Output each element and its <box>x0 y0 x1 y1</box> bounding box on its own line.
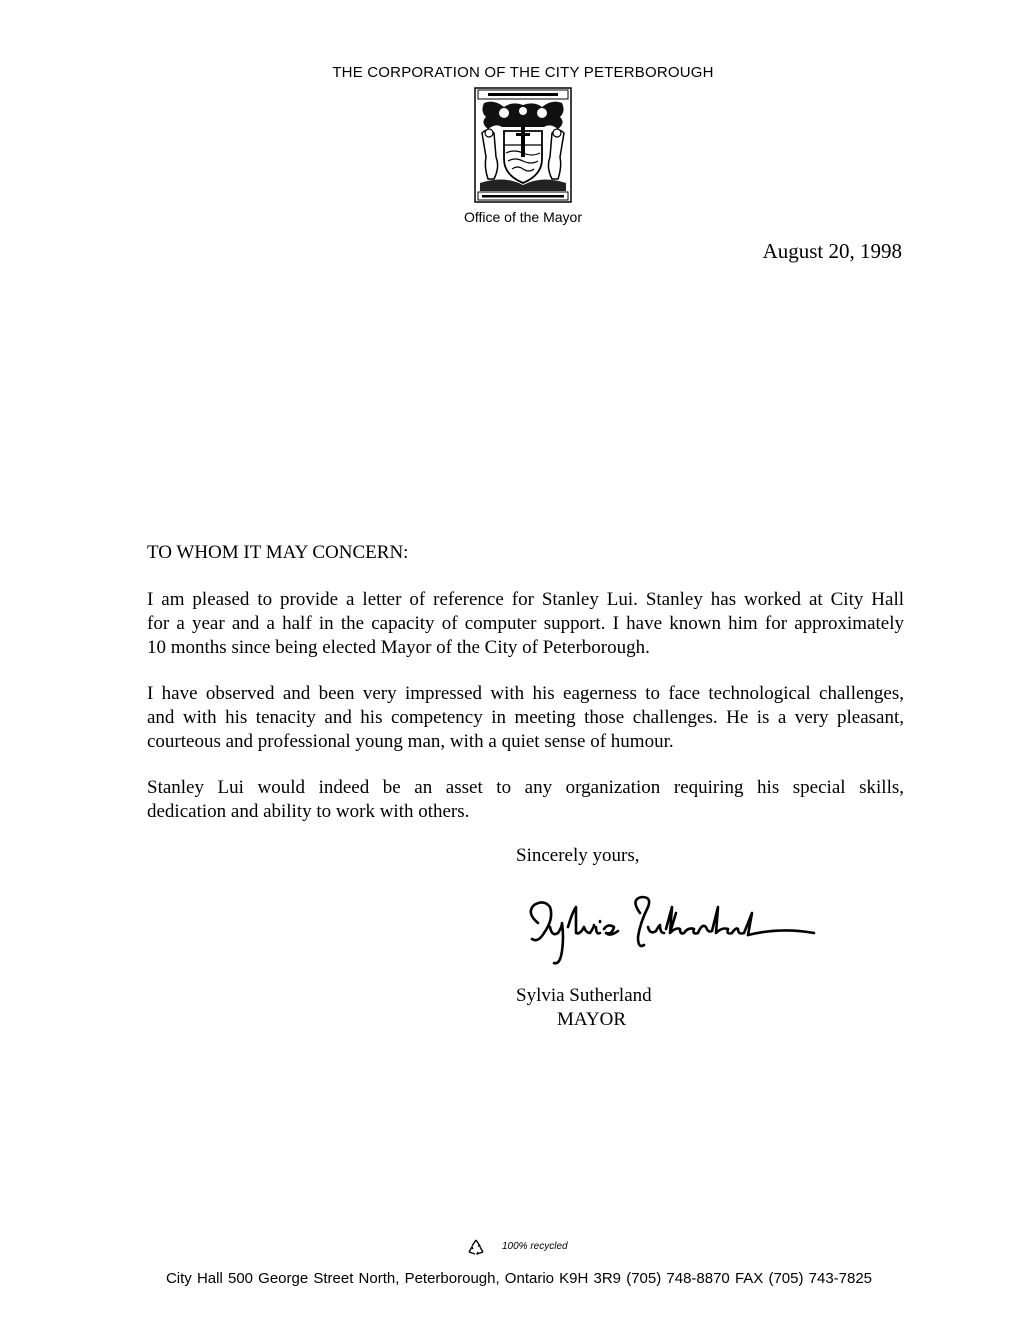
recycle-icon <box>466 1238 486 1258</box>
paragraph-line: 10 months since being elected Mayor of the City of Peterborough. <box>147 637 650 658</box>
paragraph-line: I am pleased to provide a letter of reference for Stanley Lui. Stanley has worked at City Hall <box>147 589 904 610</box>
paragraph-line: courteous and professional young man, with a quiet sense of humour. <box>147 731 674 752</box>
signer-name: Sylvia Sutherland <box>516 985 652 1006</box>
salutation: TO WHOM IT MAY CONCERN: <box>147 542 409 563</box>
paragraph-line: Stanley Lui would indeed be an asset to any organization requiring his special skills, <box>147 777 904 798</box>
body-paragraph-2 <box>147 682 904 754</box>
letterhead-title: THE CORPORATION OF THE CITY PETERBOROUGH <box>332 64 714 81</box>
handwritten-signature <box>520 893 820 973</box>
body-paragraph-1 <box>147 588 904 660</box>
paragraph-line: dedication and ability to work with others. <box>147 801 470 822</box>
closing: Sincerely yours, <box>516 845 640 866</box>
letter-date: August 20, 1998 <box>762 239 902 263</box>
office-of-the-mayor: Office of the Mayor <box>463 209 582 225</box>
recycled-note: 100% recycled <box>502 1241 568 1252</box>
city-crest-logo <box>474 87 572 203</box>
paragraph-line: I have observed and been very impressed with his eagerness to face technological challenges, <box>147 683 904 704</box>
signer-title: MAYOR <box>557 1009 626 1030</box>
footer-address: City Hall 500 George Street North, Peterborough, Ontario K9H 3R9 (705) 748-8870 FAX (705) 743-7825 <box>165 1270 873 1287</box>
paragraph-line: for a year and a half in the capacity of computer support. I have known him for approximately <box>147 613 904 634</box>
body-paragraph-3 <box>147 776 904 824</box>
paragraph-line: and with his tenacity and his competency in meeting those challenges. He is a very pleasant, <box>147 707 904 728</box>
